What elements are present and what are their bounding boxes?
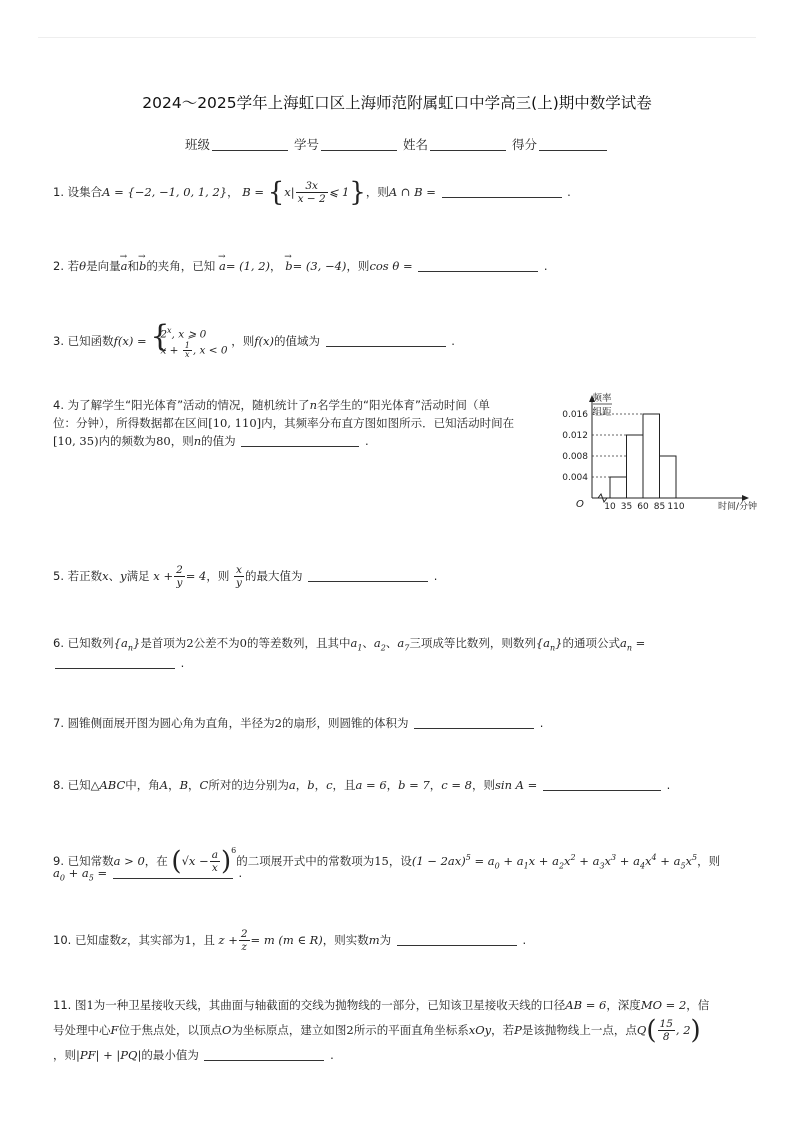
text-fragment: 是向量: [86, 259, 121, 273]
y-axis-label-denominator: 组距: [592, 407, 612, 418]
text-fragment: + a: [660, 854, 681, 868]
text-fragment: MO = 2: [640, 998, 687, 1012]
math-fragment: [239, 928, 250, 953]
text-fragment: 3x: [296, 180, 328, 193]
text-fragment: b = 7: [398, 778, 430, 792]
text-fragment: [10, 35): [53, 434, 99, 448]
text-fragment: .: [330, 1048, 334, 1062]
text-fragment: x + a: [528, 854, 559, 868]
student-id-blank[interactable]: [321, 137, 397, 151]
text-fragment: ，则: [170, 434, 194, 448]
text-fragment: → b: [139, 257, 146, 275]
text-fragment: 、: [362, 636, 374, 650]
histogram-bar: [643, 414, 660, 498]
text-fragment: 设集合: [67, 185, 103, 199]
text-fragment: x: [234, 564, 244, 577]
text-fragment: ，若: [491, 1023, 515, 1037]
text-fragment: z: [120, 933, 128, 947]
text-fragment: = (1, 2): [225, 259, 271, 273]
text-fragment: 若正数: [67, 569, 103, 583]
text-fragment: 3: [599, 861, 605, 871]
text-fragment: (1 − 2ax): [411, 854, 466, 868]
text-fragment: 内，其频率分布直方图如图所示．已知活动时间在: [261, 416, 515, 430]
text-fragment: ，则: [206, 569, 230, 583]
text-fragment: AB = 6: [565, 998, 607, 1012]
text-fragment: 位于焦点处，以顶点: [118, 1023, 222, 1037]
question-11-line-3: [53, 1046, 334, 1064]
answer-blank-9[interactable]: [113, 865, 233, 879]
x-tick-label: 10: [604, 502, 616, 512]
text-fragment: ，则: [346, 259, 370, 273]
text-fragment: 为了解学生“阳光体育”活动的情况，随机统计了: [67, 398, 310, 412]
text-fragment: = a: [474, 854, 495, 868]
text-fragment: , x ⩾ 0: [171, 328, 207, 341]
text-fragment: 4.: [53, 398, 64, 412]
question-9-line-2: [53, 864, 242, 887]
x-tick-label: 85: [653, 502, 666, 512]
text-fragment: 已知函数: [67, 333, 114, 348]
text-fragment: 所示的平面直角坐标系: [353, 1023, 469, 1037]
text-fragment: xOy: [468, 1023, 492, 1037]
text-fragment: B =: [242, 185, 265, 199]
text-fragment: 若: [67, 259, 80, 273]
text-fragment: y: [120, 569, 127, 583]
origin-label: O: [576, 499, 584, 510]
text-fragment: 1: [184, 933, 192, 947]
text-fragment: 2: [558, 861, 565, 871]
text-fragment: m: [368, 933, 380, 947]
text-fragment: z: [241, 941, 247, 953]
text-fragment: n: [309, 398, 317, 412]
class-label: 班级: [184, 137, 210, 152]
text-fragment: ，则: [231, 333, 255, 348]
text-fragment: ，则实数: [322, 933, 369, 947]
text-fragment: P: [514, 1023, 522, 1037]
text-fragment: → b: [285, 257, 292, 275]
text-fragment: ，深度: [606, 998, 641, 1012]
text-fragment: y: [236, 577, 242, 589]
text-fragment: cos θ =: [369, 259, 413, 273]
text-fragment: + a: [579, 854, 600, 868]
question-4-line-3: [53, 432, 369, 450]
text-fragment: 10.: [53, 933, 72, 947]
text-fragment: 9.: [53, 854, 64, 868]
text-fragment: 的值域为: [273, 333, 320, 348]
text-fragment: 是首项为: [140, 636, 187, 650]
text-fragment: 8: [662, 1031, 670, 1043]
text-fragment: ): [690, 1015, 701, 1046]
text-fragment: 5: [692, 853, 698, 863]
text-fragment: x: [685, 854, 693, 868]
question-11-line-1: [53, 996, 709, 1014]
question-10: [53, 928, 526, 953]
text-fragment: ): [220, 846, 232, 877]
text-fragment: .: [522, 933, 527, 947]
text-fragment: 2: [380, 643, 386, 653]
text-fragment: z +: [218, 933, 238, 947]
text-fragment: a: [53, 866, 60, 880]
text-fragment: A: [159, 778, 169, 792]
text-fragment: △ABC: [90, 778, 126, 792]
text-fragment: C: [199, 778, 209, 792]
text-fragment: 0: [59, 873, 65, 883]
text-fragment: ，且: [332, 778, 356, 792]
answer-blank-5[interactable]: [308, 568, 428, 582]
y-tick-label: 0.004: [562, 473, 588, 483]
score-blank[interactable]: [539, 137, 607, 151]
text-fragment: a = 6: [355, 778, 387, 792]
answer-blank-4[interactable]: [241, 433, 359, 447]
text-fragment: 的夹角，已知: [146, 259, 216, 273]
text-fragment: n: [193, 434, 202, 448]
text-fragment: 1: [523, 861, 529, 871]
x-tick-label: 110: [667, 502, 685, 512]
text-fragment: 3.: [53, 333, 64, 348]
text-fragment: 已知: [67, 778, 91, 792]
text-fragment: 三项成等比数列，则数列: [409, 636, 536, 650]
text-fragment: 15: [374, 854, 389, 868]
text-fragment: 为坐标原点，建立如图: [231, 1023, 347, 1037]
text-fragment: 11.: [53, 998, 72, 1012]
text-fragment: f(x) =: [113, 333, 147, 348]
text-fragment: n: [127, 643, 133, 653]
text-fragment: 4: [651, 853, 657, 863]
text-fragment: 2: [570, 853, 576, 863]
score-field: [512, 135, 609, 153]
text-fragment: (: [646, 1015, 657, 1046]
text-fragment: 2: [160, 328, 167, 341]
text-fragment: 1: [86, 998, 94, 1012]
text-fragment: 7: [404, 643, 410, 653]
text-fragment: .: [180, 656, 185, 670]
math-fragment: [658, 1018, 675, 1043]
text-fragment: x: [102, 569, 109, 583]
question-2: [53, 257, 548, 275]
y-tick-label: 0.016: [562, 410, 588, 420]
text-fragment: ，且: [191, 933, 215, 947]
text-fragment: ，: [270, 259, 282, 273]
question-7: [53, 714, 543, 732]
text-fragment: .: [539, 716, 544, 730]
question-1: 1. 设集合A = {−2, −1, 0, 1, 2}， B = {x| $\frac{3x}{x - 2}$ ⩽ 1}，则A ∩ B = .: [53, 177, 571, 208]
histogram-bar: [660, 456, 677, 498]
text-fragment: = 4: [185, 569, 207, 583]
text-fragment: x: [564, 854, 571, 868]
text-fragment: f(x): [254, 333, 274, 348]
text-fragment: 的值为: [201, 434, 236, 448]
text-fragment: 公差不为: [193, 636, 240, 650]
text-fragment: a: [373, 636, 381, 650]
name-label: 姓名: [402, 137, 428, 152]
text-fragment: a: [288, 778, 296, 792]
class-field: [185, 135, 290, 153]
text-fragment: 所对的边分别为: [208, 778, 289, 792]
text-fragment: x +: [160, 344, 179, 356]
text-fragment: F: [110, 1023, 119, 1037]
text-fragment: =: [97, 866, 108, 880]
text-fragment: =: [635, 636, 646, 650]
text-fragment: 的最大值为: [244, 569, 303, 583]
text-fragment: 8.: [53, 778, 64, 792]
text-fragment: + a: [619, 854, 640, 868]
text-fragment: .: [666, 778, 671, 792]
text-fragment: 0: [494, 861, 500, 871]
text-fragment: 的二项展开式中的常数项为: [236, 854, 375, 868]
text-fragment: 5: [465, 853, 471, 863]
text-fragment: {a: [113, 636, 128, 650]
answer-blank-7[interactable]: [414, 715, 534, 729]
text-fragment: B: [179, 778, 189, 792]
text-fragment: ，: [314, 778, 327, 792]
text-fragment: 名学生的“阳光体育”活动时间（单: [316, 398, 490, 412]
text-fragment: ，则: [53, 1048, 76, 1062]
text-fragment: a: [350, 636, 358, 650]
text-fragment: 5: [88, 873, 94, 883]
math-fragment: {: [267, 177, 285, 208]
text-fragment: ，信: [686, 998, 710, 1012]
text-fragment: 内的频数为: [98, 434, 157, 448]
text-fragment: a > 0: [113, 854, 145, 868]
text-fragment: .: [451, 333, 455, 348]
text-fragment: x +: [153, 569, 174, 583]
text-fragment: .: [238, 866, 243, 880]
y-tick-label: 0.012: [562, 431, 588, 441]
y-tick-label: 0.008: [562, 452, 588, 462]
text-fragment: 6: [231, 846, 237, 855]
frequency-histogram: [552, 388, 758, 516]
text-fragment: → a: [121, 257, 128, 275]
math-fragment: [234, 564, 244, 589]
score-label: 得分: [511, 137, 537, 152]
text-fragment: c: [326, 778, 333, 792]
text-fragment: 圆锥侧面展开图为圆心角为直角，半径为: [67, 716, 275, 730]
text-fragment: 5: [680, 861, 686, 871]
math-fragment: [183, 342, 192, 359]
text-fragment: ，设: [388, 854, 412, 868]
class-blank[interactable]: [212, 137, 288, 151]
text-fragment: ，则: [365, 185, 389, 199]
question-5: [53, 564, 437, 589]
x-tick-label: 35: [620, 502, 633, 512]
text-fragment: → a: [219, 257, 226, 275]
text-fragment: a: [397, 636, 405, 650]
math-fragment: [160, 342, 227, 359]
name-field: [403, 135, 508, 153]
text-fragment: ，则: [472, 778, 495, 792]
text-fragment: a: [211, 849, 218, 861]
text-fragment: √x −: [181, 854, 209, 868]
text-fragment: ⩽ 1: [328, 185, 350, 199]
text-fragment: O: [221, 1023, 232, 1037]
text-fragment: x − 2: [297, 193, 326, 205]
answer-blank-1[interactable]: [442, 184, 562, 198]
text-fragment: 是该抛物线上一点，点: [521, 1023, 637, 1037]
text-fragment: 2: [176, 564, 183, 576]
text-fragment: a: [620, 636, 627, 650]
text-fragment: 3: [611, 853, 617, 863]
text-fragment: , x < 0: [192, 344, 228, 356]
question-8: [53, 776, 670, 794]
piecewise-function: [150, 324, 227, 359]
text-fragment: n: [626, 643, 633, 653]
text-fragment: ，: [386, 778, 399, 792]
text-fragment: 的通项公式: [562, 636, 620, 650]
text-fragment: }: [555, 636, 563, 650]
math-fragment: [160, 324, 227, 342]
student-id-field: [294, 135, 399, 153]
text-fragment: 2: [274, 716, 282, 730]
answer-blank-10[interactable]: [397, 932, 517, 946]
text-fragment: x: [604, 854, 612, 868]
text-fragment: 1: [184, 340, 190, 350]
name-blank[interactable]: [430, 137, 506, 151]
top-rule: [38, 37, 756, 38]
text-fragment: 5.: [53, 569, 64, 583]
text-fragment: 的扇形，则圆锥的体积为: [281, 716, 409, 730]
answer-blank-8[interactable]: [543, 777, 661, 791]
text-fragment: 中，角: [125, 778, 160, 792]
text-fragment: 已知虚数: [74, 933, 121, 947]
student-id-label: 学号: [293, 137, 319, 152]
text-fragment: 、: [108, 569, 121, 583]
text-fragment: [10, 110]: [208, 416, 262, 430]
answer-blank-6[interactable]: [55, 655, 175, 669]
text-fragment: n: [550, 643, 556, 653]
question-11-line-2: [53, 1015, 701, 1046]
text-fragment: 号处理中心: [53, 1023, 111, 1037]
math-fragment: }: [349, 177, 366, 208]
text-fragment: θ: [79, 259, 87, 273]
question-6-line-2: [53, 654, 184, 672]
text-fragment: {a: [535, 636, 551, 650]
question-4-line-2: [53, 414, 514, 432]
text-fragment: ，: [429, 778, 442, 792]
text-fragment: 的等差数列，且其中: [246, 636, 351, 650]
answer-blank-3[interactable]: [326, 333, 446, 347]
text-fragment: 2.: [53, 259, 64, 273]
text-fragment: ，: [168, 778, 180, 792]
text-fragment: x: [645, 854, 652, 868]
text-fragment: sin A =: [495, 778, 538, 792]
text-fragment: , 2: [675, 1023, 691, 1037]
text-fragment: .: [433, 569, 438, 583]
question-4-line-1: [53, 396, 490, 414]
text-fragment: A = {−2, −1, 0, 1, 2}: [102, 185, 228, 199]
text-fragment: x: [211, 862, 218, 874]
text-fragment: A ∩ B =: [388, 185, 436, 199]
x-axis-arrow: [742, 495, 749, 501]
text-fragment: ，: [227, 185, 239, 199]
text-fragment: 的最小值为: [141, 1048, 199, 1062]
x-tick-label: 60: [637, 502, 649, 512]
answer-blank-11[interactable]: [204, 1047, 324, 1061]
text-fragment: 2: [346, 1023, 354, 1037]
exam-title: 2024～2025学年上海虹口区上海师范附属虹口中学高三(上)期中数学试卷: [142, 94, 652, 112]
text-fragment: (: [171, 846, 182, 877]
text-fragment: x: [167, 326, 172, 335]
text-fragment: 和: [127, 259, 139, 273]
text-fragment: 满足: [126, 569, 150, 583]
text-fragment: y: [176, 577, 183, 589]
text-fragment: 1.: [53, 185, 64, 199]
text-fragment: .: [567, 185, 571, 199]
text-fragment: x: [284, 185, 291, 199]
text-fragment: 为: [379, 933, 392, 947]
histogram-bar: [627, 435, 644, 498]
text-fragment: ，: [295, 778, 308, 792]
text-fragment: = m (m ∈ R): [250, 933, 323, 947]
x-axis-label: 时间/分钟: [718, 502, 758, 512]
text-fragment: b: [307, 778, 315, 792]
text-fragment: ，在: [144, 854, 168, 868]
text-fragment: .: [543, 259, 548, 273]
answer-blank-2[interactable]: [418, 258, 538, 272]
text-fragment: }: [132, 636, 141, 650]
text-fragment: + a: [503, 854, 524, 868]
text-fragment: 4: [639, 861, 646, 871]
text-fragment: 1: [357, 643, 363, 653]
text-fragment: 80: [156, 434, 171, 448]
text-fragment: ，其实部为: [127, 933, 185, 947]
question-3: [53, 324, 455, 359]
histogram-bar: [610, 477, 627, 498]
text-fragment: ，则: [697, 854, 721, 868]
student-info-row: [0, 135, 794, 153]
text-fragment: 位：分钟），所得数据都在区间: [53, 416, 209, 430]
text-fragment: 图: [74, 998, 87, 1012]
math-fragment: [174, 564, 185, 589]
text-fragment: c = 8: [441, 778, 472, 792]
math-fragment: [296, 180, 328, 205]
text-fragment: 6.: [53, 636, 64, 650]
text-fragment: 已知数列: [67, 636, 114, 650]
text-fragment: .: [364, 434, 369, 448]
text-fragment: ，: [188, 778, 200, 792]
text-fragment: 为一种卫星接收天线，其曲面与轴截面的交线为抛物线的一部分，已知该卫星接收天线的口径: [93, 998, 566, 1012]
text-fragment: 已知常数: [67, 854, 114, 868]
y-axis-label-numerator: 频率: [592, 393, 612, 404]
text-fragment: 2: [240, 928, 248, 940]
text-fragment: 、: [385, 636, 398, 650]
text-fragment: + a: [68, 866, 89, 880]
text-fragment: = (3, −4): [292, 259, 347, 273]
text-fragment: 15: [659, 1018, 673, 1030]
text-fragment: |PF| + |PQ|: [76, 1048, 142, 1062]
text-fragment: 0: [239, 636, 247, 650]
text-fragment: x: [185, 349, 190, 359]
text-fragment: 2: [186, 636, 194, 650]
text-fragment: 7.: [53, 716, 64, 730]
text-fragment: Q: [636, 1023, 647, 1037]
